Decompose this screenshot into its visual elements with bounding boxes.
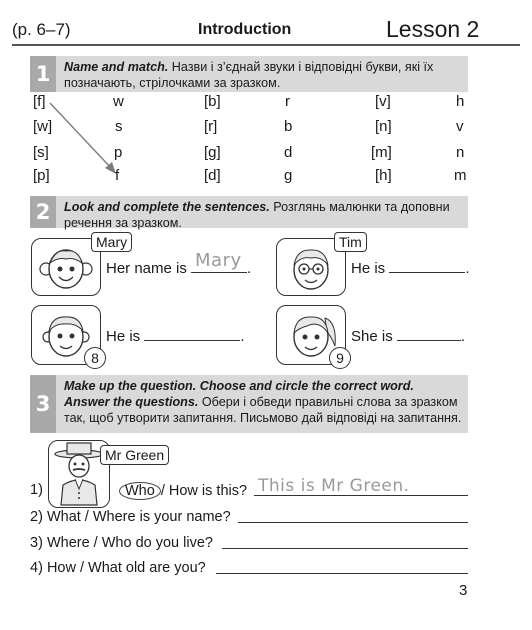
question-4-text: How / What old are you? [46, 560, 206, 576]
letter-g: g [284, 167, 293, 184]
letter-p: p [114, 144, 123, 161]
sound-r: [r] [204, 118, 218, 135]
letter-d: d [284, 144, 293, 161]
sentence-mary-end: . [247, 260, 252, 277]
task-3-number: 3 [30, 375, 56, 433]
girl-face-icon [32, 239, 100, 295]
task-2-instruction-en: Look and complete the sentences. [64, 200, 270, 214]
sentence-girl [351, 326, 465, 345]
sound-p: [p] [33, 167, 50, 184]
example-answer-1: This is Mr Green. [258, 476, 410, 496]
answer-line-boy[interactable] [144, 326, 240, 341]
question-3-number: 3) [30, 535, 43, 551]
answer-line-4[interactable] [216, 573, 468, 574]
letter-r: r [285, 93, 290, 110]
sound-s: [s] [33, 144, 49, 161]
sentence-mary-text: Her name is [106, 260, 187, 277]
answer-line-2[interactable] [238, 522, 468, 523]
answer-line-3[interactable] [222, 548, 468, 549]
answer-line-mary[interactable] [191, 250, 247, 273]
page-reference: (p. 6–7) [12, 20, 71, 39]
question-3-text: Where / Who do you live? [46, 535, 213, 551]
name-tag-tim: Tim [334, 232, 367, 252]
letter-n: n [456, 144, 465, 161]
task-1-number: 1 [30, 56, 56, 92]
question-1-number: 1) [30, 482, 43, 498]
question-1 [30, 482, 43, 498]
letter-w: w [113, 93, 124, 110]
answer-line-girl[interactable] [397, 326, 461, 341]
page-title: Introduction [198, 21, 292, 38]
sentence-tim [351, 258, 470, 277]
sound-b: [b] [204, 93, 221, 110]
sentence-boy [106, 326, 245, 345]
task-2-number: 2 [30, 196, 56, 228]
question-2-text: What / Where is your name? [46, 509, 231, 525]
question-1-text [119, 482, 247, 500]
name-tag-mr-green: Mr Green [100, 445, 169, 465]
sentence-tim-text: He is [351, 260, 386, 277]
answer-line-tim[interactable] [389, 258, 465, 273]
sentence-girl-end: . [460, 328, 466, 345]
sound-g: [g] [204, 144, 221, 161]
task-1-instruction-ua: Назви і з’єднай звуки і відповідні букви, які їх позначають, стрілочками за зразком. [64, 60, 434, 90]
sentence-boy-text: He is [106, 328, 141, 345]
question-2 [30, 509, 231, 525]
example-answer-mary: Mary [195, 250, 242, 271]
sentence-boy-end: . [240, 328, 245, 345]
question-1-rest: / How is this? [160, 483, 248, 499]
question-4-number: 4) [30, 560, 43, 576]
task-3-instruction [30, 375, 468, 433]
letter-h: h [456, 93, 465, 110]
letter-f: f [115, 167, 120, 184]
example-arrow [0, 0, 532, 200]
task-3-instruction-ua: Обери і обведи правильні слова за зразком так, щоб утворити запитання. Письмово дай відповіді на запитання. [64, 395, 462, 425]
question-3 [30, 535, 213, 551]
sentence-girl-text: She is [351, 328, 393, 345]
question-4 [30, 560, 206, 576]
question-2-number: 2) [30, 509, 43, 525]
sentence-mary [106, 250, 252, 277]
lesson-label: Lesson 2 [386, 16, 480, 42]
sound-n: [n] [375, 118, 392, 135]
sound-w: [w] [33, 118, 53, 135]
page-number: 3 [459, 582, 468, 599]
task-3-instruction-en: Make up the question. Choose and circle the correct word. Answer the questions. [64, 379, 414, 409]
picture-number-8: 8 [84, 347, 106, 369]
sound-f: [f] [33, 93, 46, 110]
name-tag-mary: Mary [91, 232, 132, 252]
letter-b: b [284, 118, 293, 135]
sound-m: [m] [371, 144, 392, 161]
sound-h: [h] [375, 167, 392, 184]
task-1-instruction-en: Name and match. [64, 60, 169, 74]
letter-v: v [456, 118, 464, 135]
sentence-tim-end: . [465, 260, 470, 277]
task-2-instruction [30, 196, 468, 228]
sound-d: [d] [204, 167, 221, 184]
task-2-instruction-ua: Розглянь малюнки та доповни речення за зразком. [64, 200, 450, 230]
picture-number-9: 9 [329, 347, 351, 369]
letter-s: s [115, 118, 123, 135]
circled-word-who[interactable]: Who [119, 482, 161, 500]
letter-m: m [454, 167, 467, 184]
sound-v: [v] [375, 93, 391, 110]
